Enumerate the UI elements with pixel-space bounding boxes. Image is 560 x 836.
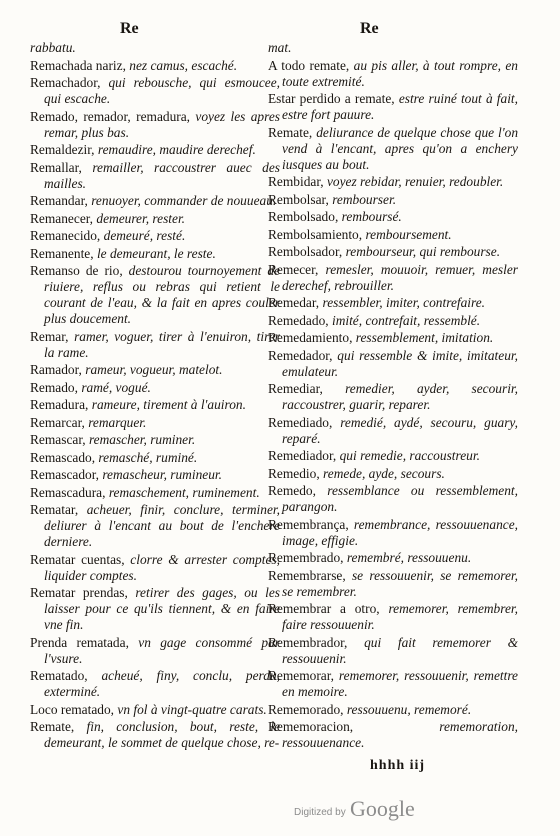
entry-definition: remembré, ressouuenu. [346,550,472,565]
entry-definition: deliurance de quelque chose que l'on vend à l'encant, apres qu'on a enchery iusques au bout. [282,124,519,172]
entry-headword: Remadura, [30,397,92,412]
entry-definition: ramer, voguer, tirer à l'enuiron, tirer la rame. [44,328,280,360]
entry-definition: ressemblement, imitation. [355,330,494,345]
entry-definition: rabbatu. [30,40,76,55]
entry-headword: Rembolsamiento, [268,226,366,242]
header-right: Re [360,20,379,37]
dictionary-entry [268,295,518,311]
entry-definition: remboursé. [341,209,402,224]
entry-definition: ressouuenu, rememoré. [346,701,472,717]
dictionary-entry [30,485,280,501]
entry-definition: acheué, finy, conclu, perdu, exterminé. [44,668,280,699]
entry-headword: Remembrador, [268,634,365,650]
dictionary-entry [30,109,280,141]
entry-definition: demeuré, resté. [103,228,186,243]
dictionary-entry [30,329,280,361]
entry-definition: se ressouuenir, se rememorer, se remembrer. [282,567,518,599]
entry-headword: Remediar, [268,381,346,396]
entry-headword: Remediador, [268,448,340,463]
dictionary-entry [268,668,518,700]
entry-definition: estre ruiné tout à fait, estre fort pauure. [282,91,519,122]
dictionary-entry [30,668,280,700]
entry-headword: Remembrar a otro, [268,601,389,616]
entry-headword: Estar perdido a remate, [268,91,399,106]
entry-headword: Rematar, [30,502,87,517]
entry-headword: Remascador, [30,467,103,482]
entry-headword: Remallar, [30,159,93,175]
dictionary-entry [30,397,280,413]
dictionary-entry [268,40,518,56]
entry-headword: Remanecer, [30,210,97,226]
dictionary-entry [30,585,280,633]
entry-headword: Remediado, [268,414,341,430]
dictionary-entry [268,262,518,294]
entry-headword: Remembrarse, [268,567,352,583]
entry-definition: ramé, vogué. [81,379,151,395]
dictionary-entry [30,193,280,209]
entry-definition: ressemblance ou ressemblement, parangon. [282,483,518,514]
entry-headword: Remascado, [30,449,99,465]
entry-headword: Remarcar, [30,414,89,430]
entry-headword: Ramador, [30,362,86,377]
dictionary-entry [268,58,518,90]
entry-definition: mat. [268,40,292,55]
entry-definition: remede, ayde, secours. [323,465,445,481]
dictionary-entry [30,246,280,262]
running-header [0,20,560,42]
entry-headword: Remedar, [268,295,323,310]
entry-definition: rememorer, remembrer, faire ressouuenir. [282,601,518,632]
entry-headword: Remado, [30,379,82,395]
entry-headword: Remecer, [268,261,326,277]
entry-definition: remedié, aydé, secouru, guary, reparé. [282,414,518,446]
entry-headword: Rembolsado, [268,209,342,224]
entry-headword: Remate, [30,719,87,734]
dictionary-entry [30,40,280,56]
dictionary-entry [30,211,280,227]
dictionary-entry [268,192,518,208]
entry-definition: rameur, vogueur, matelot. [85,362,223,377]
entry-headword: Remedado, [268,312,332,328]
dictionary-entry [30,415,280,431]
dictionary-entry [268,702,518,718]
dictionary-entry [30,362,280,378]
entry-definition: remailler, raccoustrer auec des mailles. [44,159,280,191]
entry-definition: retirer des gages, ou les laisser pour ce qu'ils tiennent, & en faire vne fin. [44,585,280,632]
dictionary-entry [268,330,518,346]
entry-definition: remaudire, maudire derechef. [97,142,256,157]
dictionary-entry [268,483,518,515]
entry-headword: Remanente, [30,245,97,261]
entry-definition: remedier, ayder, secourir, raccoustrer, guarir, reparer. [282,381,518,412]
dictionary-entry [268,91,518,123]
entry-definition: rememorer, ressouuenir, remettre en memoire. [282,668,518,699]
entry-definition: le demeurant, le reste. [96,245,216,261]
entry-definition: remarquer. [88,414,147,430]
entry-definition: rememoration, ressouuenance. [282,719,518,750]
dictionary-entry [30,450,280,466]
entry-headword: Remembrado, [268,550,347,565]
entry-headword: Remachador, [30,75,109,90]
entry-definition: imité, contrefait, ressemblé. [331,312,481,328]
entry-headword: Remaldezir, [30,142,98,157]
entry-headword: Remachada nariz, [30,57,130,73]
entry-headword: Prenda rematada, [30,634,139,650]
entry-definition: voyez rebidar, renuier, redoubler. [326,174,504,189]
left-column [30,40,280,753]
entry-headword: Remascar, [30,432,89,447]
entry-definition: au pis aller, à tout rompre, en toute extremité. [282,57,518,89]
entry-definition: voyez les apres remar, plus bas. [44,108,280,140]
entry-definition: destourou tournoyement de riuiere, reflus ou rebras qui retient le courant de l'eau, & la fait en apres couler plus doucement. [44,263,280,326]
dictionary-entry [30,467,280,483]
entry-definition: qui ressemble & imite, imitateur, emulateur. [282,347,518,379]
dictionary-entry [268,174,518,190]
entry-headword: Remanso de rio, [30,263,129,278]
entry-definition: nez camus, escaché. [129,57,238,73]
dictionary-entry [30,228,280,244]
dictionary-entry [268,125,518,173]
dictionary-entry [268,466,518,482]
dictionary-entry [268,448,518,464]
entry-definition: vn fol à vingt-quatre carats. [117,701,267,717]
dictionary-entry [268,415,518,447]
dictionary-entry [268,635,518,667]
dictionary-entry [30,702,280,718]
entry-headword: Rememoracion, [268,719,440,734]
entry-definition: qui rebousche, qui esmoucee, qui escache. [44,75,280,106]
dictionary-entry [268,601,518,633]
entry-definition: remboursement. [365,226,452,242]
header-left: Re [120,20,139,37]
entry-headword: Rematar cuentas, [30,551,131,567]
entry-definition: remembrance, ressouuenance, image, effigie. [282,516,518,548]
entry-definition: remasché, ruminé. [98,449,198,465]
watermark-prefix: Digitized by [294,807,346,818]
entry-headword: Rembolsador, [268,244,346,259]
entry-headword: Rematar prendas, [30,585,136,600]
entry-headword: Remedador, [268,347,338,363]
entry-definition: remaschement, ruminement. [108,484,260,500]
entry-definition: vn gage consommé par l'vsure. [44,634,281,666]
right-column [268,40,518,753]
dictionary-entry [268,227,518,243]
entry-definition: rameure, tirement à l'auiron. [91,397,246,412]
entry-headword: Loco rematado, [30,701,118,717]
dictionary-entry [268,517,518,549]
dictionary-entry [30,58,280,74]
dictionary-entry [30,75,280,107]
dictionary-entry [268,568,518,600]
entry-headword: Remembrança, [268,516,354,532]
entry-headword: Rematado, [30,668,102,683]
entry-headword: Rembolsar, [268,191,333,207]
entry-definition: acheuer, finir, conclure, terminer, deliurer à l'encant au bout de l'enchere derniere. [44,502,280,549]
entry-definition: rembourseur, qui rembourse. [345,244,501,259]
entry-definition: remascher, ruminer. [88,432,196,447]
entry-headword: Rememorar, [268,668,339,683]
entry-definition: ressembler, imiter, contrefaire. [322,295,486,310]
entry-definition: renuoyer, commander de nouueau. [91,193,277,208]
dictionary-entry [30,142,280,158]
dictionary-entry [30,635,280,667]
entry-headword: Remedio, [268,465,324,481]
signature-mark: hhhh iij [370,758,426,773]
dictionary-entry [30,719,280,751]
google-logo: Google [350,796,415,821]
dictionary-entry [268,209,518,225]
dictionary-entry [30,160,280,192]
entry-definition: rembourser. [332,191,397,207]
entry-definition: remesler, mouuoir, remuer, mesler derechef, rebrouiller. [282,261,518,293]
dictionary-entry [268,719,518,751]
entry-definition: qui remedie, raccoustreur. [339,448,480,463]
dictionary-entry [30,380,280,396]
entry-headword: Remado, remador, remadura, [30,108,196,124]
dictionary-entry [268,313,518,329]
entry-definition: clorre & arrester comptes, liquider comptes. [44,551,280,583]
entry-headword: Rememorado, [268,701,347,717]
dictionary-entry [268,348,518,380]
entry-headword: Remate, [268,124,317,140]
entry-headword: Remedo, [268,483,328,498]
entry-headword: Remanecido, [30,228,104,243]
entry-headword: Remar, [30,328,75,344]
entry-headword: Remascadura, [30,484,109,500]
entry-headword: Remandar, [30,193,92,208]
entry-definition: fin, conclusion, bout, reste, le demeurant, le sommet de quelque chose, re- [44,719,281,750]
dictionary-entry [268,550,518,566]
dictionary-entry [268,381,518,413]
dictionary-entry [30,432,280,448]
entry-definition: qui fait rememorer & ressouuenir. [282,634,518,666]
dictionary-entry [30,263,280,327]
entry-definition: remascheur, rumineur. [102,467,222,482]
entry-headword: A todo remate, [268,57,354,73]
entry-definition: demeurer, rester. [96,210,186,226]
digitized-watermark [294,796,434,826]
entry-headword: Rembidar, [268,174,327,189]
dictionary-entry [30,552,280,584]
entry-headword: Remedamiento, [268,330,356,345]
dictionary-entry [30,502,280,550]
dictionary-entry [268,244,518,260]
